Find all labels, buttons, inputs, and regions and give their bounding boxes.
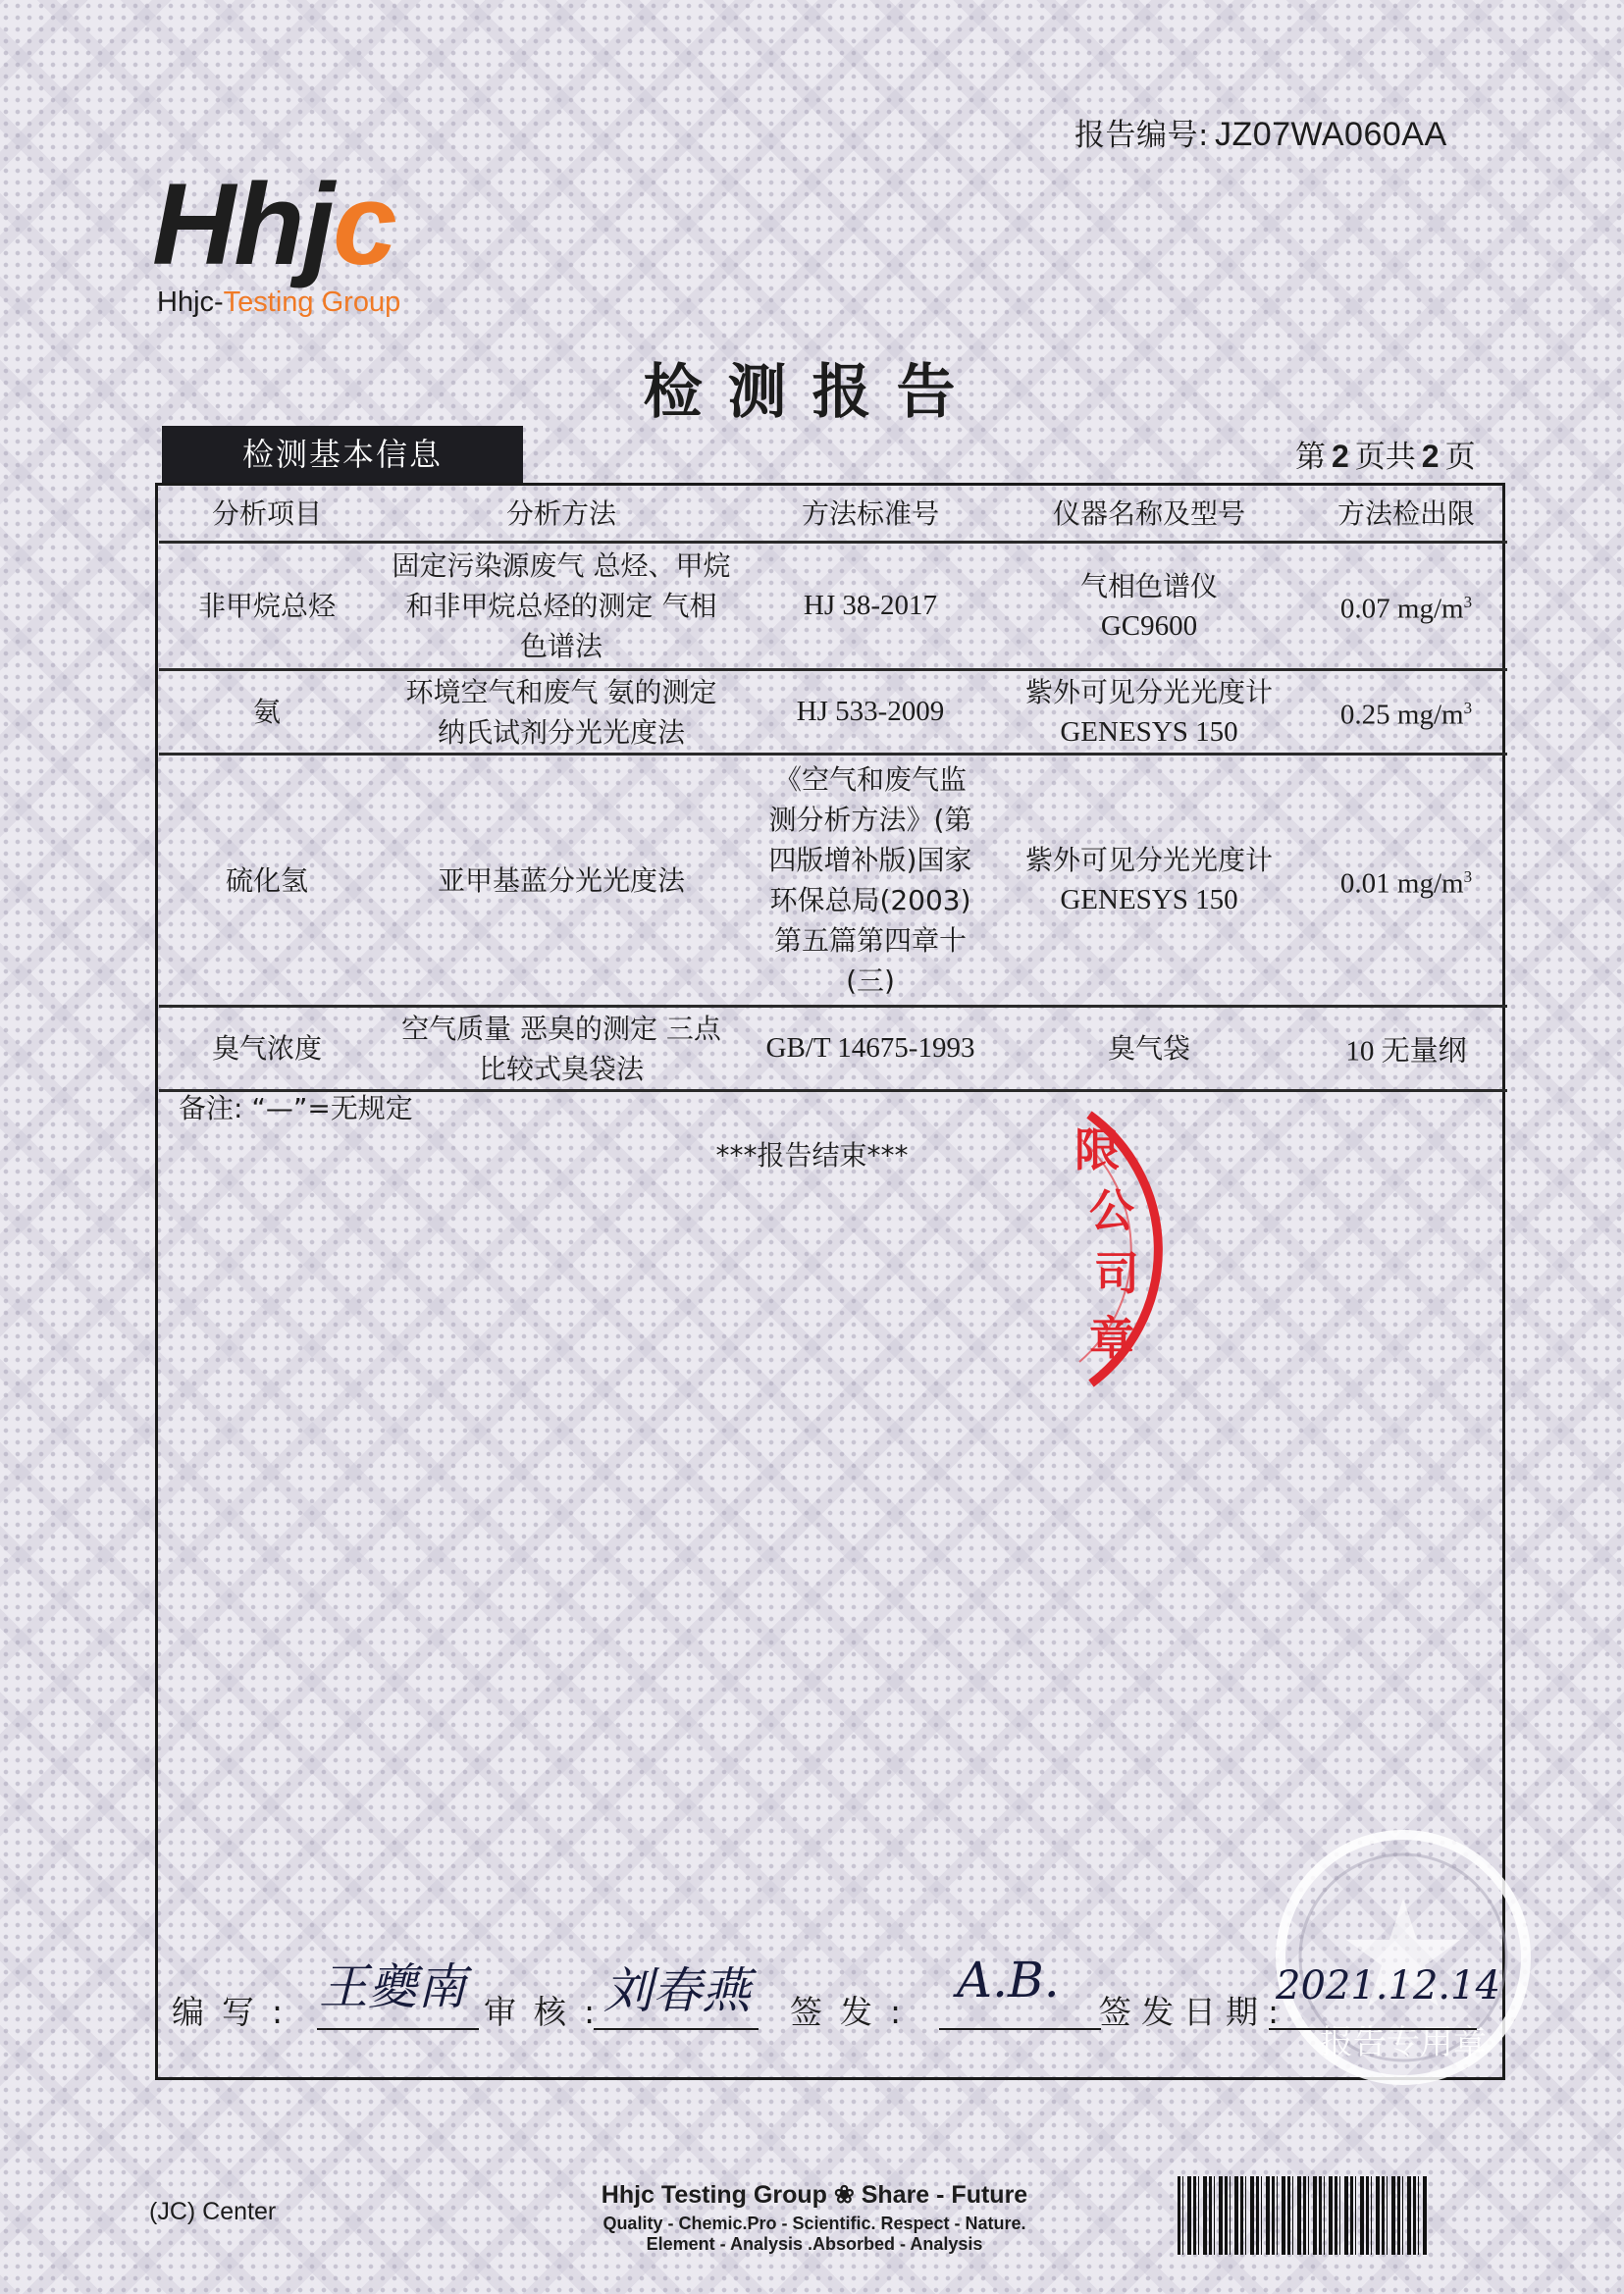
table-row bbox=[159, 755, 1507, 1007]
cell-method bbox=[375, 543, 748, 670]
method-line: 环境空气和废气 氨的测定 bbox=[405, 675, 717, 708]
method-line: 固定污染源废气 总烃、甲烷 bbox=[392, 549, 731, 582]
header-standard: 方法标准号 bbox=[748, 487, 993, 543]
standard-line: 《空气和废气监 bbox=[773, 763, 967, 796]
limit-exponent: 3 bbox=[1463, 699, 1473, 718]
issuer-label: 签发: bbox=[790, 1993, 919, 2031]
standard-line: 环保总局(2003) bbox=[769, 884, 971, 916]
limit-value: 0.07 mg/m bbox=[1339, 593, 1464, 625]
cell-item: 氨 bbox=[159, 670, 375, 755]
author-label: 编写: bbox=[172, 1993, 301, 2031]
header-item: 分析项目 bbox=[159, 487, 375, 543]
cell-standard bbox=[748, 670, 993, 755]
page-current: 2 bbox=[1332, 439, 1349, 474]
stamp-char-3: 司 bbox=[1094, 1247, 1139, 1300]
footer-line-3: Element - Analysis .Absorbed - Analysis bbox=[646, 2234, 983, 2254]
logo-mark-main: Hhj bbox=[152, 160, 334, 289]
seal-text: 报告专用章 bbox=[1320, 2023, 1487, 2062]
table-row bbox=[159, 543, 1507, 670]
method-line: 和非甲烷总烃的测定 气相 bbox=[405, 590, 717, 622]
limit-exponent: 3 bbox=[1463, 866, 1473, 886]
instrument-name: 气相色谱仪 bbox=[1079, 569, 1218, 602]
cell-limit bbox=[1305, 543, 1507, 670]
standard-line: 测分析方法》(第 bbox=[768, 804, 972, 836]
limit-value: 0.25 mg/m bbox=[1339, 699, 1464, 731]
method-line: 亚甲基蓝分光光度法 bbox=[437, 863, 685, 897]
table-row bbox=[159, 1007, 1507, 1091]
limit-value: 10 无量纲 bbox=[1345, 1035, 1467, 1068]
standard-line: HJ 38-2017 bbox=[803, 590, 938, 621]
table-header-row bbox=[159, 487, 1507, 543]
standard-line: (三) bbox=[846, 965, 895, 997]
standard-line: 第五篇第四章十 bbox=[773, 924, 967, 957]
cell-item: 臭气浓度 bbox=[159, 1007, 375, 1091]
cell-limit bbox=[1305, 755, 1507, 1007]
page-suffix: 页 bbox=[1444, 440, 1476, 475]
author-signature: 王夔南 bbox=[319, 1958, 466, 2015]
logo-mark-accent: c bbox=[333, 160, 395, 289]
method-line: 空气质量 恶臭的测定 三点 bbox=[401, 1012, 721, 1045]
issuer-sign-line bbox=[939, 2028, 1101, 2030]
report-number bbox=[1074, 110, 1447, 154]
instrument-name: 臭气袋 bbox=[1107, 1032, 1190, 1065]
barcode bbox=[1178, 2176, 1428, 2255]
cell-standard bbox=[748, 1007, 993, 1091]
cell-instrument bbox=[993, 670, 1305, 755]
cell-limit bbox=[1305, 1007, 1507, 1091]
method-line: 比较式臭袋法 bbox=[478, 1052, 644, 1085]
standard-line: HJ 533-2009 bbox=[796, 696, 945, 727]
report-number-label: 报告编号: bbox=[1074, 118, 1209, 153]
report-number-value: JZ07WA060AA bbox=[1214, 116, 1447, 153]
standard-line: 四版增补版)国家 bbox=[768, 844, 972, 876]
reviewer-sign-line bbox=[594, 2028, 759, 2030]
section-tab: 检测基本信息 bbox=[162, 426, 523, 483]
embossed-seal bbox=[1256, 1820, 1550, 2085]
cell-limit bbox=[1305, 670, 1507, 755]
stamp-char-2: 公 bbox=[1089, 1184, 1134, 1237]
cell-standard bbox=[748, 755, 993, 1007]
methods-table bbox=[159, 487, 1507, 1092]
issue-date-label: 签发日期: bbox=[1099, 1993, 1289, 2031]
header-method: 分析方法 bbox=[375, 487, 748, 543]
table-row bbox=[159, 670, 1507, 755]
cell-item: 硫化氢 bbox=[159, 755, 375, 1007]
header-limit: 方法检出限 bbox=[1305, 487, 1507, 543]
page-title: 检测报告 bbox=[643, 358, 981, 427]
logo-sub-accent: Testing Group bbox=[223, 287, 401, 318]
cell-instrument bbox=[993, 755, 1305, 1007]
method-line: 色谱法 bbox=[519, 630, 602, 662]
remark-note: 备注: “—”=无规定 bbox=[179, 1092, 413, 1124]
issuer-signature: A.B. bbox=[957, 1952, 1060, 2008]
cell-method bbox=[375, 755, 748, 1007]
footer-line-2: Quality - Chemic.Pro - Scientific. Respect - Nature. bbox=[602, 2214, 1026, 2233]
author-sign-line bbox=[317, 2028, 479, 2030]
cell-method bbox=[375, 1007, 748, 1091]
cell-instrument bbox=[993, 543, 1305, 670]
page-total: 2 bbox=[1421, 439, 1440, 474]
instrument-model: GENESYS 150 bbox=[1060, 715, 1238, 748]
cell-method bbox=[375, 670, 748, 755]
page-middle: 页共 bbox=[1354, 440, 1416, 475]
footer-slogan bbox=[550, 2180, 1079, 2255]
page-indicator bbox=[1295, 432, 1476, 476]
cell-instrument bbox=[993, 1007, 1305, 1091]
logo-sub-main: Hhjc- bbox=[157, 287, 224, 318]
issue-date-value: 2021.12.14 bbox=[1276, 1963, 1501, 2008]
stamp-char-4: 章 bbox=[1089, 1312, 1134, 1365]
red-company-stamp bbox=[1021, 1097, 1246, 1401]
reviewer-label: 审核: bbox=[484, 1993, 613, 2031]
method-line: 纳氏试剂分光光度法 bbox=[437, 715, 685, 749]
cell-item: 非甲烷总烃 bbox=[159, 543, 375, 670]
page-prefix: 第 bbox=[1295, 440, 1326, 475]
instrument-model: GENESYS 150 bbox=[1060, 884, 1238, 915]
standard-line: GB/T 14675-1993 bbox=[765, 1032, 975, 1064]
limit-exponent: 3 bbox=[1463, 593, 1473, 612]
instrument-name: 紫外可见分光光度计 bbox=[1024, 675, 1273, 708]
header-instrument: 仪器名称及型号 bbox=[993, 487, 1305, 543]
reviewer-signature: 刘春燕 bbox=[603, 1962, 751, 2019]
issue-date-line bbox=[1269, 2028, 1477, 2030]
company-logo bbox=[152, 160, 401, 319]
instrument-model: GC9600 bbox=[1100, 609, 1198, 642]
cell-standard bbox=[748, 543, 993, 670]
report-end-marker: ***报告结束*** bbox=[715, 1139, 909, 1172]
footer-line-1: Hhjc Testing Group ❀ Share - Future bbox=[601, 2181, 1028, 2209]
footer-left-center: (JC) Center bbox=[149, 2198, 277, 2225]
stamp-char-1: 限 bbox=[1074, 1123, 1120, 1176]
limit-value: 0.01 mg/m bbox=[1339, 867, 1464, 900]
instrument-name: 紫外可见分光光度计 bbox=[1024, 844, 1273, 876]
